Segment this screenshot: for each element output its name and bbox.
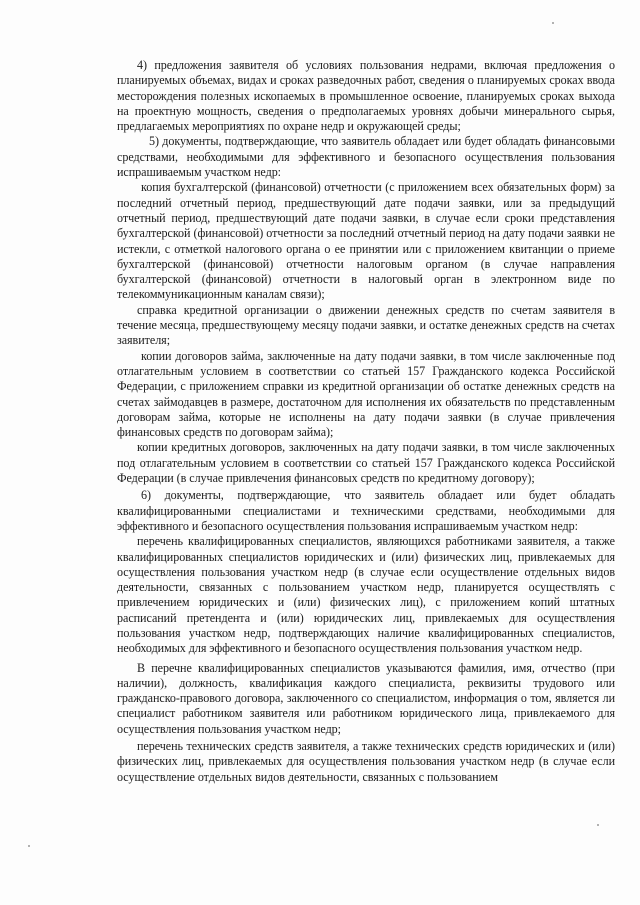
paragraph-loan-agreements: копии договоров займа, заключенные на дату подачи заявки, в том числе заключенные под отлагательным условием в соответствии со статьей 157 Гражданского кодекса Российской Федерации, с приложением справки из кредитной организации об остатке денежных средств на счетах займодавцев в размере, достаточном для исполнения их обязательств по представленным договорам займа, которые не исполнены на дату подачи заявки (в случае привлечения финансовых средств по договорам займа); — [117, 348, 615, 440]
scan-speck — [552, 22, 554, 24]
paragraph-item-4: 4) предложения заявителя об условиях пользования недрами, включая предложения о планируемых объемах, видах и сроках разведочных работ, сведения о планируемых сроках ввода месторождения полезных ископаемых в промышленное освоение, планируемых сроках выхода на проектную мощность, сведения о предполагаемых уровнях добычи минерального сырья, предлагаемых мероприятиях по охране недр и окружающей среды; — [117, 58, 615, 134]
paragraph-technical-means: перечень технических средств заявителя, а также технических средств юридических и (или) физических лиц, привлекаемых для осуществления пользования участком недр (в случае если осуществление отдельных видов деятельности, связанных с пользованием — [117, 739, 615, 784]
paragraph-item-5: 5) документы, подтверждающие, что заявитель обладает или будет обладать финансовыми средствами, необходимыми для эффективного и безопасного осуществления пользования испрашиваемым участком недр: — [117, 134, 615, 180]
paragraph-bank-statement: справка кредитной организации о движении денежных средств по счетам заявителя в течение месяца, предшествующему месяцу подачи заявки, и остатке денежных средств на счетах заявителя; — [117, 302, 615, 348]
document-body — [117, 58, 615, 785]
paragraph-specialists-details: В перечне квалифицированных специалистов указываются фамилия, имя, отчество (при наличии), должность, квалификация каждого специалиста, реквизиты трудового или гражданско-правового договора, заключенного со специалистом, информация о том, является ли специалист работником заявителя или работником юридического лица, привлекаемого для осуществления пользования участком недр; — [117, 660, 615, 736]
scan-speck — [597, 824, 599, 826]
paragraph-specialists-list: перечень квалифицированных специалистов, являющихся работниками заявителя, а также квалифицированных специалистов юридических и (или) физических лиц, привлекаемых для осуществления пользования участком недр (в случае если осуществление отдельных видов деятельности, связанных с пользованием участком недр, планируется осуществлять с привлечением юридических и (или) физических лиц), с приложением копий штатных расписаний претендента и (или) юридических лиц, привлекаемых для осуществления пользования участком недр, подтверждающих наличие квалифицированных специалистов, необходимых для эффективного и безопасного осуществления пользования участком недр. — [117, 534, 615, 656]
paragraph-credit-agreements: копии кредитных договоров, заключенных на дату подачи заявки, в том числе заключенных под отлагательным условием в соответствии со статьей 157 Гражданского кодекса Российской Федерации (в случае привлечения финансовых средств по кредитному договору); — [117, 440, 615, 486]
paragraph-financial-statements: копия бухгалтерской (финансовой) отчетности (с приложением всех обязательных форм) за последний отчетный период, предшествующий дате подачи заявки, или за предыдущий отчетный период, предшествующий дате подачи заявки, в случае если сроки представления бухгалтерской (финансовой) отчетности за последний отчетный период на дату подачи заявки не истекли, с отметкой налогового органа о ее принятии или с приложением квитанции о приеме бухгалтерской (финансовой) отчетности налоговым органом (в случае направления бухгалтерской (финансовой) отчетности в налоговый орган в электронном виде по телекоммуникационным каналам связи); — [117, 180, 615, 302]
scan-speck — [28, 845, 30, 847]
paragraph-item-6: 6) документы, подтверждающие, что заявитель обладает или будет обладать квалифицированными специалистами и техническими средствами, необходимыми для эффективного и безопасного осуществления пользования испрашиваемым участком недр: — [117, 488, 615, 533]
